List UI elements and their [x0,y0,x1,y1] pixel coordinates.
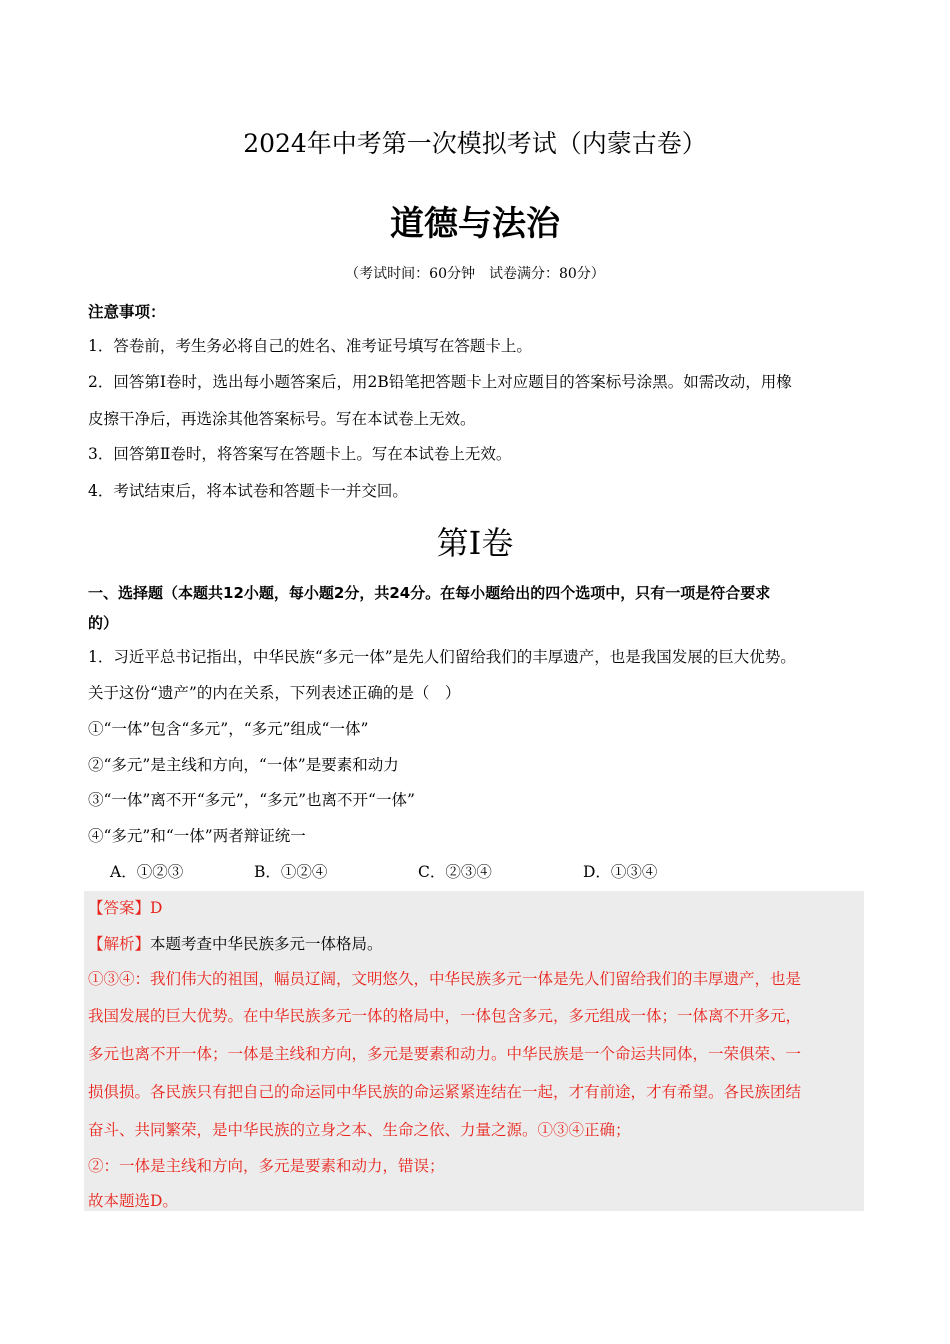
answer-line [88,896,162,918]
option-a: A．①②③ [110,863,184,881]
subject-title: 道德与法治 [390,204,560,244]
question-stem: 关于这份“遗产”的内在关系，下列表述正确的是（ ） [88,684,461,702]
question-statement: ①“一体”包含“多元”，“多元”组成“一体” [88,720,369,738]
option-b: B．①②④ [254,863,328,881]
question-stem: 1．习近平总书记指出，中华民族“多元一体”是先人们留给我们的丰厚遗产，也是我国发展的巨大优势。 [88,648,796,666]
option-d: D．①③④ [583,863,658,881]
section-title: 第Ⅰ卷 [436,524,514,562]
notice-line: 1．答卷前，考生务必将自己的姓名、准考证号填写在答题卡上。 [88,337,532,355]
option-c: C．②③④ [418,863,492,881]
analysis-text: ①③④：我们伟大的祖国，幅员辽阔，文明悠久，中华民族多元一体是先人们留给我们的丰厚遗产，也是 [88,970,802,988]
answer-value: D [150,899,163,917]
question-statement: ③“一体”离不开“多元”，“多元”也离不开“一体” [88,791,415,809]
analysis-line [88,932,383,954]
analysis-text: 多元也离不开一体；一体是主线和方向，多元是要素和动力。中华民族是一个命运共同体，一荣俱荣、一 [88,1045,802,1063]
notice-line: 2．回答第Ⅰ卷时，选出每小题答案后，用2B铅笔把答题卡上对应题目的答案标号涂黑。如需改动，用橡 [88,373,792,391]
question-statement: ②“多元”是主线和方向，“一体”是要素和动力 [88,756,399,774]
notice-title: 注意事项： [88,303,166,321]
analysis-text: 损俱损。各民族只有把自己的命运同中华民族的命运紧紧连结在一起，才有前途，才有希望。各民族团结 [88,1083,802,1101]
exam-info: （考试时间：60分钟 试卷满分：80分） [345,266,605,282]
analysis-text: 故本题选D。 [88,1192,178,1210]
question-statement: ④“多元”和“一体”两者辩证统一 [88,827,306,845]
analysis-text: 奋斗、共同繁荣，是中华民族的立身之本、生命之依、力量之源。①③④正确； [88,1121,631,1139]
notice-line: 4．考试结束后，将本试卷和答题卡一并交回。 [88,482,408,500]
answer-tag: 【答案】 [88,899,151,917]
section-instruction: 一、选择题（本题共12小题，每小题2分，共24分。在每小题给出的四个选项中，只有一项是符合要求 [88,584,771,602]
exam-title: 2024年中考第一次模拟考试（内蒙古卷） [243,129,707,158]
analysis-text: ②：一体是主线和方向，多元是要素和动力，错误； [88,1157,445,1175]
analysis-text: 我国发展的巨大优势。在中华民族多元一体的格局中，一体包含多元，多元组成一体；一体离不开多元， [88,1007,802,1025]
notice-line: 3．回答第Ⅱ卷时，将答案写在答题卡上。写在本试卷上无效。 [88,445,512,463]
notice-line: 皮擦干净后，再选涂其他答案标号。写在本试卷上无效。 [88,410,476,428]
analysis-tag: 【解析】 [88,935,151,953]
section-instruction: 的） [88,614,119,632]
analysis-intro: 本题考查中华民族多元一体格局。 [150,935,383,953]
